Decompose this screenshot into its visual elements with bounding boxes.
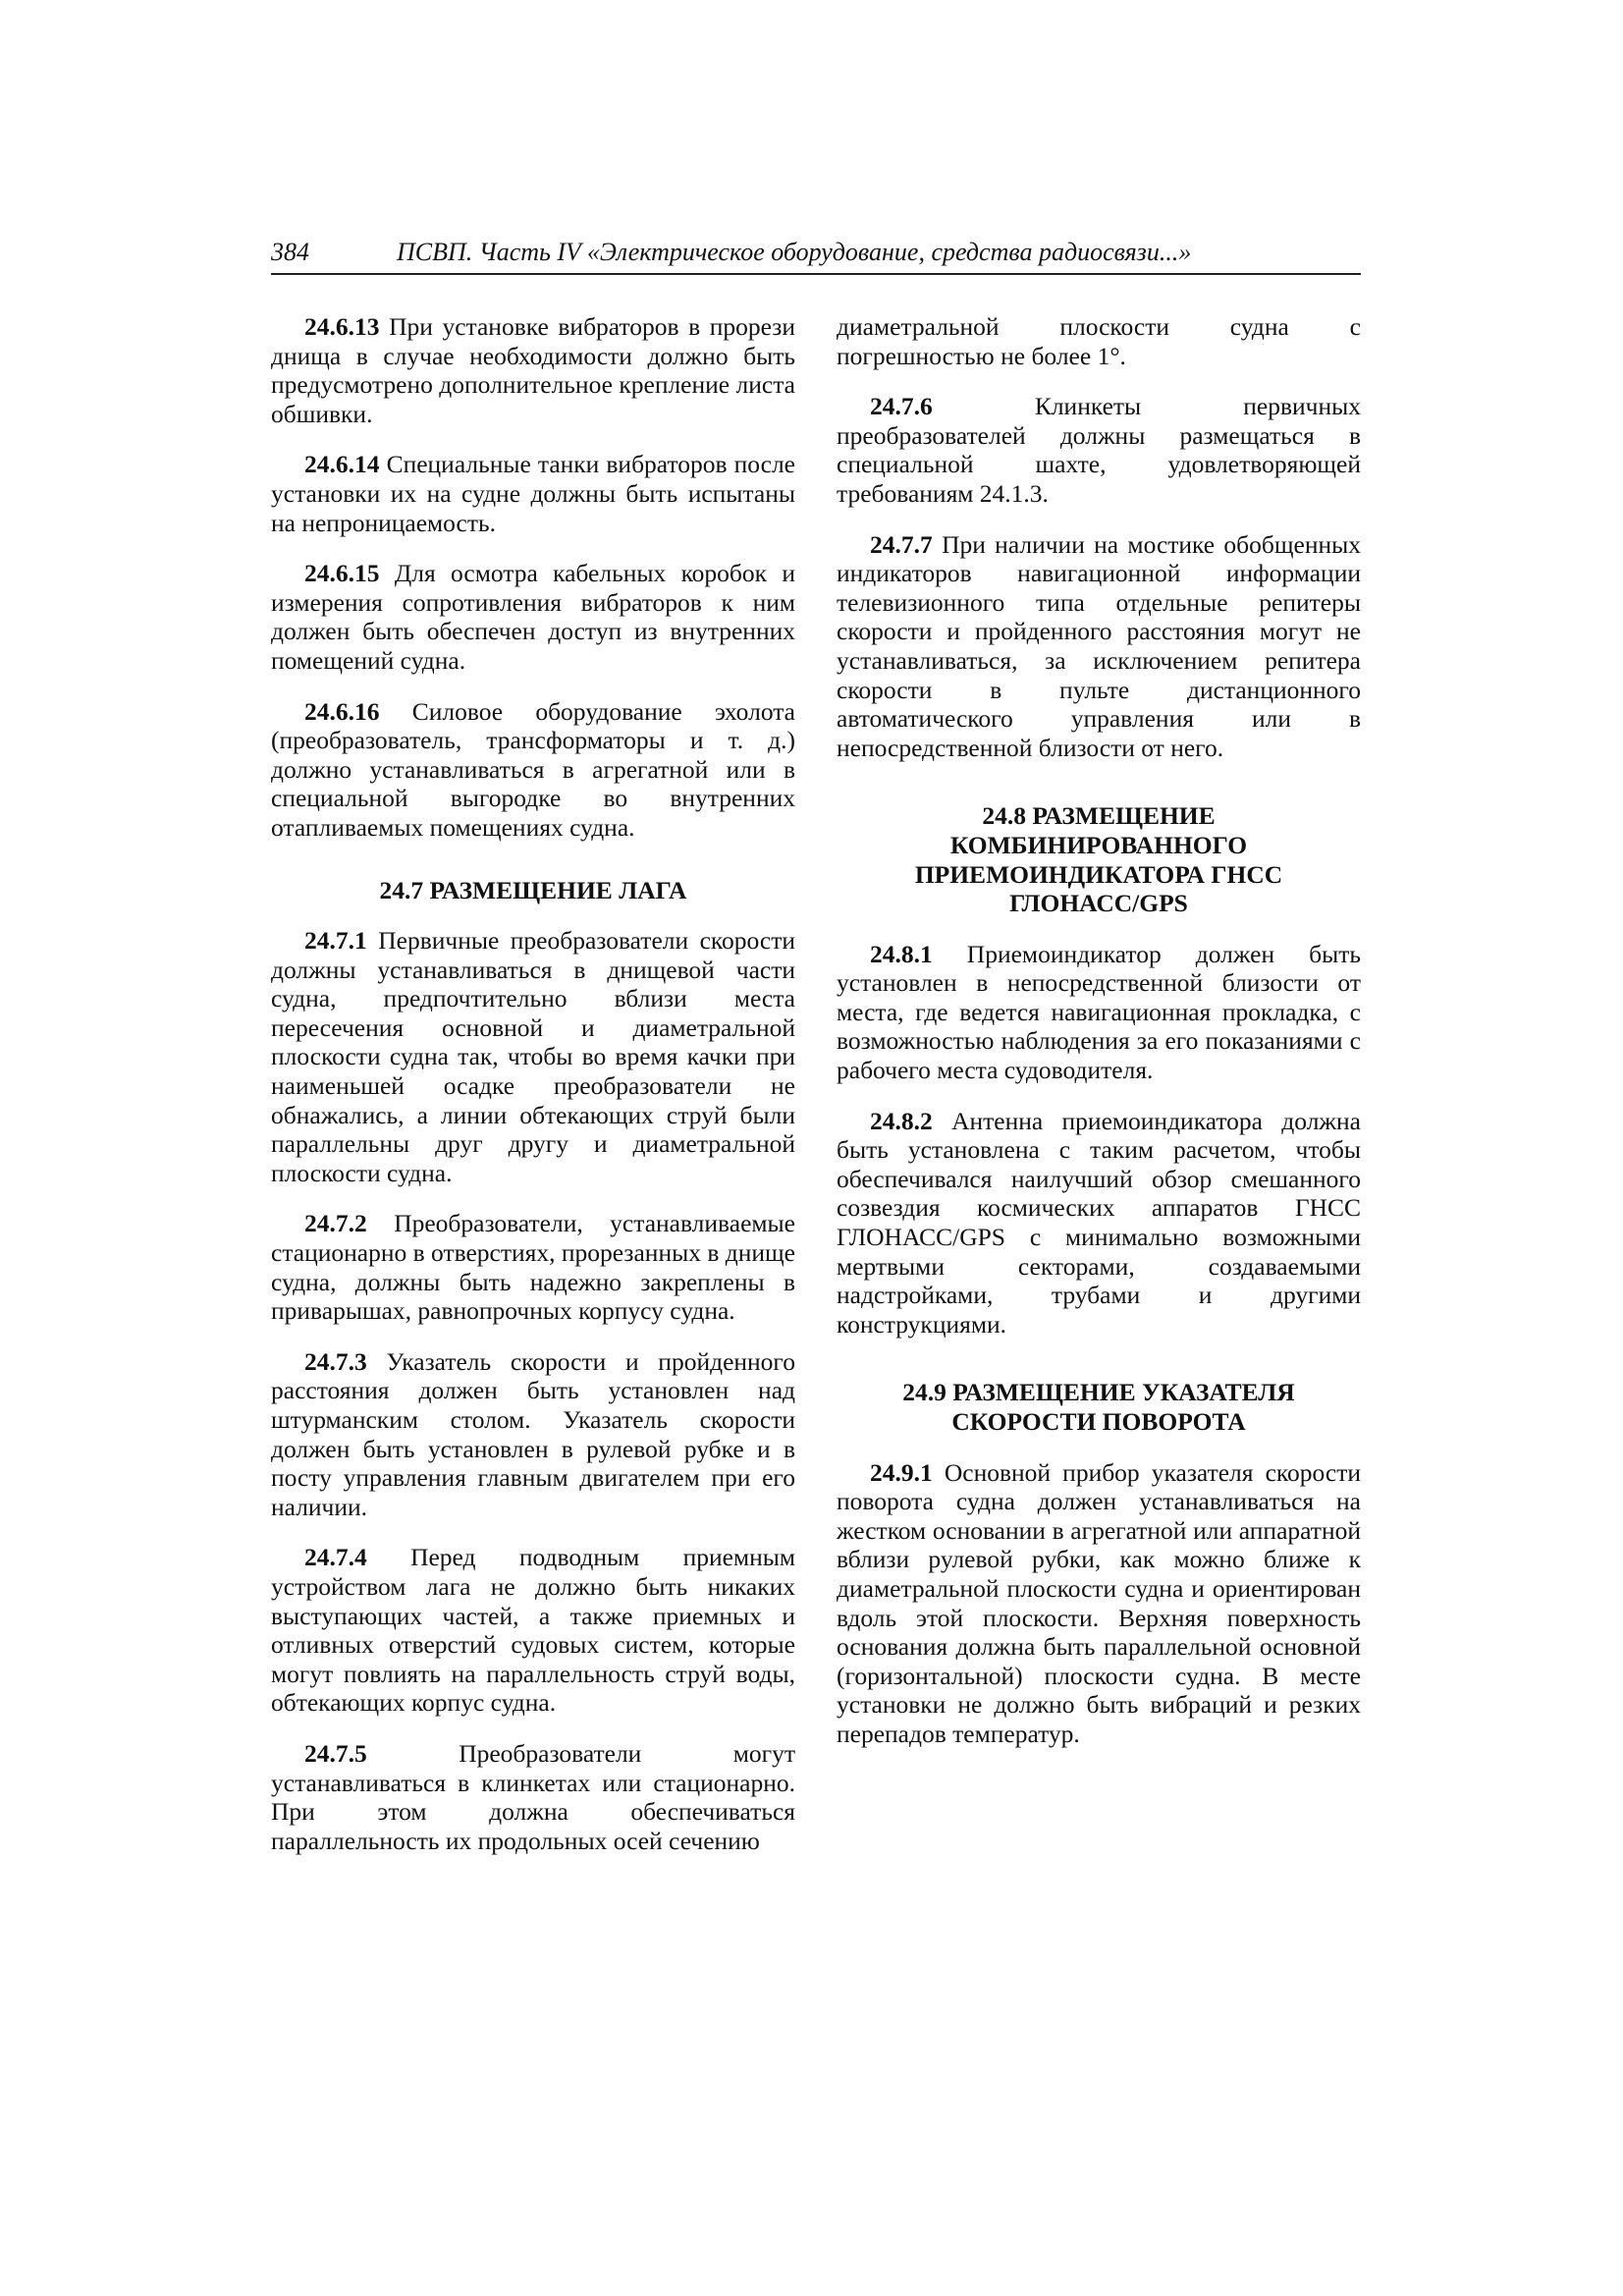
clause-text: Специальные танки вибраторов после установки их на судне должны быть испытаны на непроницаемость.: [271, 450, 796, 537]
clause-text: Приемоиндикатор должен быть установлен в непосредственной близости от места, где ведется навигационная прокладка, с возможностью наблюдения за его показаниями с рабочего места судоводителя.: [837, 939, 1362, 1085]
clause-number: 24.7.6: [870, 392, 933, 421]
paragraph-24-6-15: [271, 559, 795, 675]
clause-number: 24.8.2: [870, 1106, 933, 1135]
clause-number: 24.6.16: [304, 696, 380, 726]
running-title: ПСВП. Часть IV «Электрическое оборудование, средства радиосвязи...»: [397, 238, 1192, 266]
paragraph-24-7-3: [271, 1347, 795, 1522]
section-heading-24-9: 24.9 РАЗМЕЩЕНИЕ УКАЗАТЕЛЯ СКОРОСТИ ПОВОРОТА: [902, 1378, 1295, 1436]
paragraph-24-7-5-continued: диаметральной плоскости судна с погрешностью не более 1°.: [837, 312, 1361, 370]
paragraph-24-8-2: [837, 1107, 1361, 1339]
clause-number: 24.7.4: [304, 1543, 367, 1572]
header-rule: [271, 273, 1361, 275]
clause-number: 24.6.14: [304, 450, 380, 479]
paragraph-24-7-4: [271, 1543, 795, 1718]
paragraph-24-6-14: [271, 450, 795, 537]
clause-number: 24.7.5: [304, 1738, 367, 1768]
clause-text: Силовое оборудование эхолота (преобразователь, трансформаторы и т. д.) должно устанавливаться в агрегатной или в специальной выгородке во внутренних отапливаемых помещениях судна.: [271, 696, 795, 842]
clause-number: 24.8.1: [870, 939, 933, 968]
clause-number: 24.6.15: [304, 559, 380, 588]
paragraph-24-7-7: [837, 530, 1361, 763]
clause-number: 24.7.2: [304, 1209, 367, 1238]
paragraph-24-6-16: [271, 697, 795, 843]
clause-text: Преобразователи, устанавливаемые стационарно в отверстиях, прорезанных в днище судна, должны быть надежно закреплены в приварышах, равнопрочных корпусу судна.: [271, 1209, 795, 1326]
document-page: [271, 236, 1362, 1855]
clause-number: 24.7.7: [870, 529, 933, 559]
paragraph-24-7-5: [271, 1739, 795, 1855]
section-heading-24-7: 24.7 РАЗМЕЩЕНИЕ ЛАГА: [379, 875, 687, 904]
clause-text: Преобразователи могут устанавливаться в клинкетах или стационарно. При этом должна обеспечиваться параллельность их продольных осей сечению: [271, 1738, 796, 1855]
clause-text: Основной прибор указателя скорости поворота судна должен устанавливаться на жестком основании в агрегатной или аппаратной вблизи рулевой рубки, как можно ближе к диаметральной плоскости судна и ориентирован вдоль этой плоскости. Верхняя поверхность основания должна быть параллельной основной (горизонтальной) плоскости судна. В месте установки не должно быть вибраций и резких перепадов температур.: [837, 1457, 1362, 1748]
section-heading-24-8: 24.8 РАЗМЕЩЕНИЕ КОМБИНИРОВАННОГО ПРИЕМОИНДИКАТОРА ГНСС ГЛОНАСС/GPS: [914, 801, 1283, 918]
paragraph-24-6-13: [271, 312, 795, 428]
clause-number: 24.7.1: [304, 926, 367, 956]
clause-number: 24.6.13: [304, 312, 380, 341]
page-number: 384: [271, 238, 309, 266]
left-column: [271, 312, 795, 1877]
running-header: [271, 236, 1361, 269]
clause-text: Перед подводным приемным устройством лага не должно быть никаких выступающих частей, а также приемных и отливных отверстий судовых систем, которые могут повлиять на параллельность струй воды, обтекающих корпус судна.: [271, 1543, 795, 1718]
clause-text: Первичные преобразователи скорости должны устанавливаться в днищевой части судна, предпочтительно вблизи места пересечения основной и диаметральной плоскости судна так, чтобы во время качки при наименьшей осадке преобразователи не обнажались, а линии обтекающих струй были параллельны друг другу и диаметральной плоскости судна.: [271, 926, 796, 1187]
right-column: [837, 312, 1361, 1771]
clause-text: При наличии на мостике обобщенных индикаторов навигационной информации телевизионного типа отдельные репитеры скорости и пройденного расстояния могут не устанавливаться, за исключением репитера скорости в пульте дистанционного автоматического управления или в непосредственной близости от него.: [837, 529, 1362, 762]
clause-number: 24.7.3: [304, 1346, 367, 1376]
clause-text: При установке вибраторов в прорези днища в случае необходимости должно быть предусмотрено дополнительное крепление листа обшивки.: [271, 312, 795, 428]
paragraph-24-8-1: [837, 940, 1361, 1085]
paragraph-24-9-1: [837, 1458, 1361, 1749]
paragraph-24-7-1: [271, 926, 795, 1187]
clause-number: 24.9.1: [870, 1457, 933, 1487]
paragraph-24-7-6: [837, 392, 1361, 508]
clause-text: Для осмотра кабельных коробок и измерения сопротивления вибраторов к ним должен быть обеспечен доступ из внутренних помещений судна.: [271, 559, 796, 675]
clause-text: Антенна приемоиндикатора должна быть установлена с таким расчетом, чтобы обеспечивался наилучший обзор смешанного созвездия космических аппаратов ГНСС ГЛОНАСС/GPS с минимально возможными мертвыми секторами, создаваемыми надстройками, трубами и другими конструкциями.: [837, 1106, 1362, 1339]
clause-text: Указатель скорости и пройденного расстояния должен быть установлен над штурманским столом. Указатель скорости должен быть установлен в рулевой рубке и в посту управления главным двигателем при его наличии.: [271, 1346, 795, 1521]
clause-text: Клинкеты первичных преобразователей должны размещаться в специальной шахте, удовлетворяющей требованиям 24.1.3.: [837, 392, 1361, 508]
paragraph-24-7-2: [271, 1209, 795, 1325]
